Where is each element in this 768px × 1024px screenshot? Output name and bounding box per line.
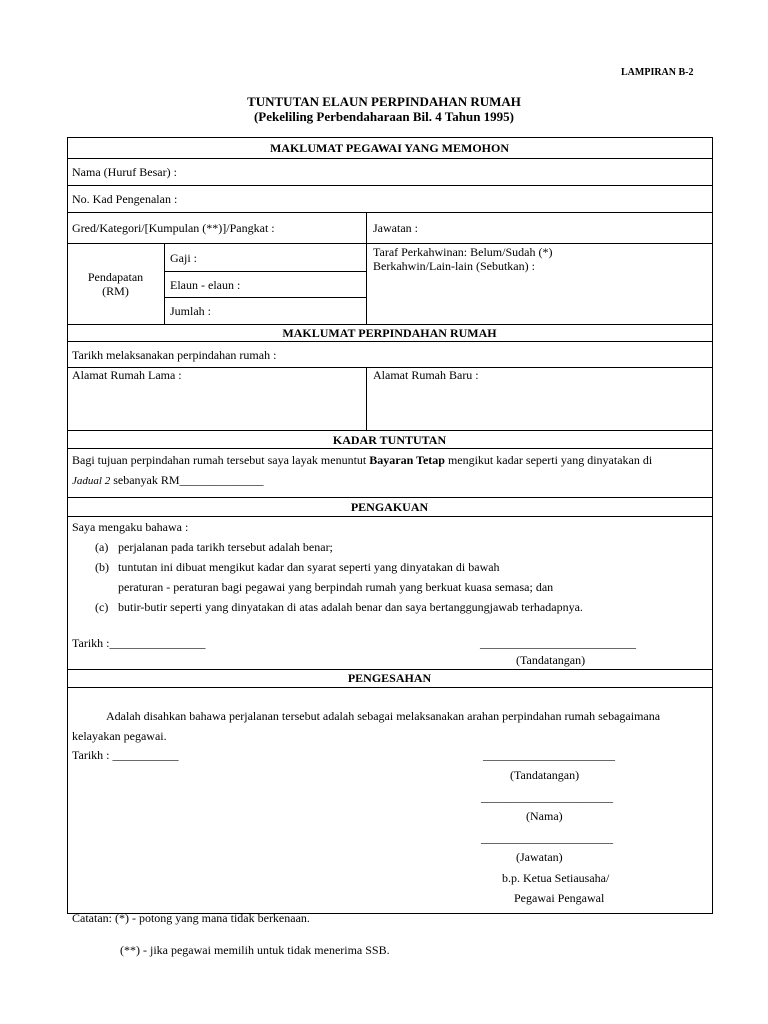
verification-position-line: ______________________ (481, 831, 613, 845)
rate-statement-line-1: Bagi tujuan perpindahan rumah tersebut saya layak menuntut Bayaran Tetap mengikut kadar seperti yang dinyatakan di (72, 453, 653, 467)
grade-field-label: Gred/Kategori/[Kumpulan (**)]/Pangkat : (72, 221, 275, 235)
allowance-field-label: Elaun - elaun : (170, 278, 241, 292)
declaration-item-a: perjalanan pada tarikh tersebut adalah benar; (118, 540, 333, 554)
salary-field-label: Gaji : (170, 251, 197, 265)
verification-on-behalf-line: b.p. Ketua Setiausaha/ (502, 871, 610, 885)
declaration-item-c: butir-butir seperti yang dinyatakan di atas adalah benar dan saya bertanggungjawab terhadapnya. (118, 600, 583, 614)
total-field-label: Jumlah : (170, 304, 211, 318)
old-address-label: Alamat Rumah Lama : (72, 368, 182, 382)
declaration-item-c-marker: (c) (95, 600, 109, 614)
verification-section-heading: PENGESAHAN (347, 671, 432, 685)
declaration-section-heading: PENGAKUAN (350, 500, 429, 514)
applicant-section-heading: MAKLUMAT PEGAWAI YANG MEMOHON (269, 141, 509, 155)
declaration-item-b-line-1: tuntutan ini dibuat mengikut kadar dan syarat seperti yang dinyatakan di bawah (118, 560, 500, 574)
declaration-item-a-marker: (a) (95, 540, 109, 554)
new-address-label: Alamat Rumah Baru : (373, 368, 479, 382)
verification-signature-line: ______________________ (483, 748, 615, 762)
ic-field-label: No. Kad Pengenalan : (72, 192, 178, 206)
moving-date-label: Tarikh melaksanakan perpindahan rumah : (72, 348, 277, 362)
declaration-item-b-marker: (b) (95, 560, 109, 574)
marital-status-other-label: Berkahwin/Lain-lain (Sebutkan) : (373, 259, 535, 273)
name-field-label: Nama (Huruf Besar) : (72, 165, 177, 179)
form-title: TUNTUTAN ELAUN PERPINDAHAN RUMAH (247, 94, 521, 109)
verification-paragraph-line-1: Adalah disahkan bahawa perjalanan tersebut adalah sebagai melaksanakan arahan perpindahan rumah sebagaimana (106, 709, 661, 723)
position-field-label: Jawatan : (373, 221, 418, 235)
form-subtitle: (Pekeliling Perbendaharaan Bil. 4 Tahun 1995) (253, 109, 515, 124)
verification-position-label: (Jawatan) (516, 850, 563, 864)
declaration-signature-label: (Tandatangan) (516, 653, 586, 667)
verification-name-line: ______________________ (481, 790, 613, 804)
note-ssb: (**) - jika pegawai memilih untuk tidak menerima SSB. (120, 943, 390, 957)
appendix-label: LAMPIRAN B-2 (621, 67, 694, 78)
marital-status-label: Taraf Perkahwinan: Belum/Sudah (*) (373, 245, 553, 259)
verification-date-line: Tarikh : ___________ (72, 748, 179, 762)
note-strike-out: Catatan: (*) - potong yang mana tidak berkenaan. (72, 911, 310, 925)
declaration-intro: Saya mengaku bahawa : (72, 520, 189, 534)
verification-name-label: (Nama) (526, 809, 563, 823)
verification-paragraph-line-2: kelayakan pegawai. (72, 729, 167, 743)
moving-section-heading: MAKLUMAT PERPINDAHAN RUMAH (282, 326, 497, 340)
declaration-item-b-line-2: peraturan - peraturan bagi pegawai yang berpindah rumah yang berkuat kuasa semasa; dan (118, 580, 554, 594)
income-label: Pendapatan (RM) (87, 270, 144, 298)
verification-officer-line: Pegawai Pengawal (514, 891, 605, 905)
rate-section-heading: KADAR TUNTUTAN (332, 433, 447, 447)
verification-signature-label: (Tandatangan) (510, 768, 580, 782)
declaration-date-line: Tarikh :________________ (72, 636, 206, 650)
rate-statement-line-2: Jadual 2 sebanyak RM______________ (72, 473, 264, 487)
declaration-signature-line: __________________________ (480, 636, 636, 650)
